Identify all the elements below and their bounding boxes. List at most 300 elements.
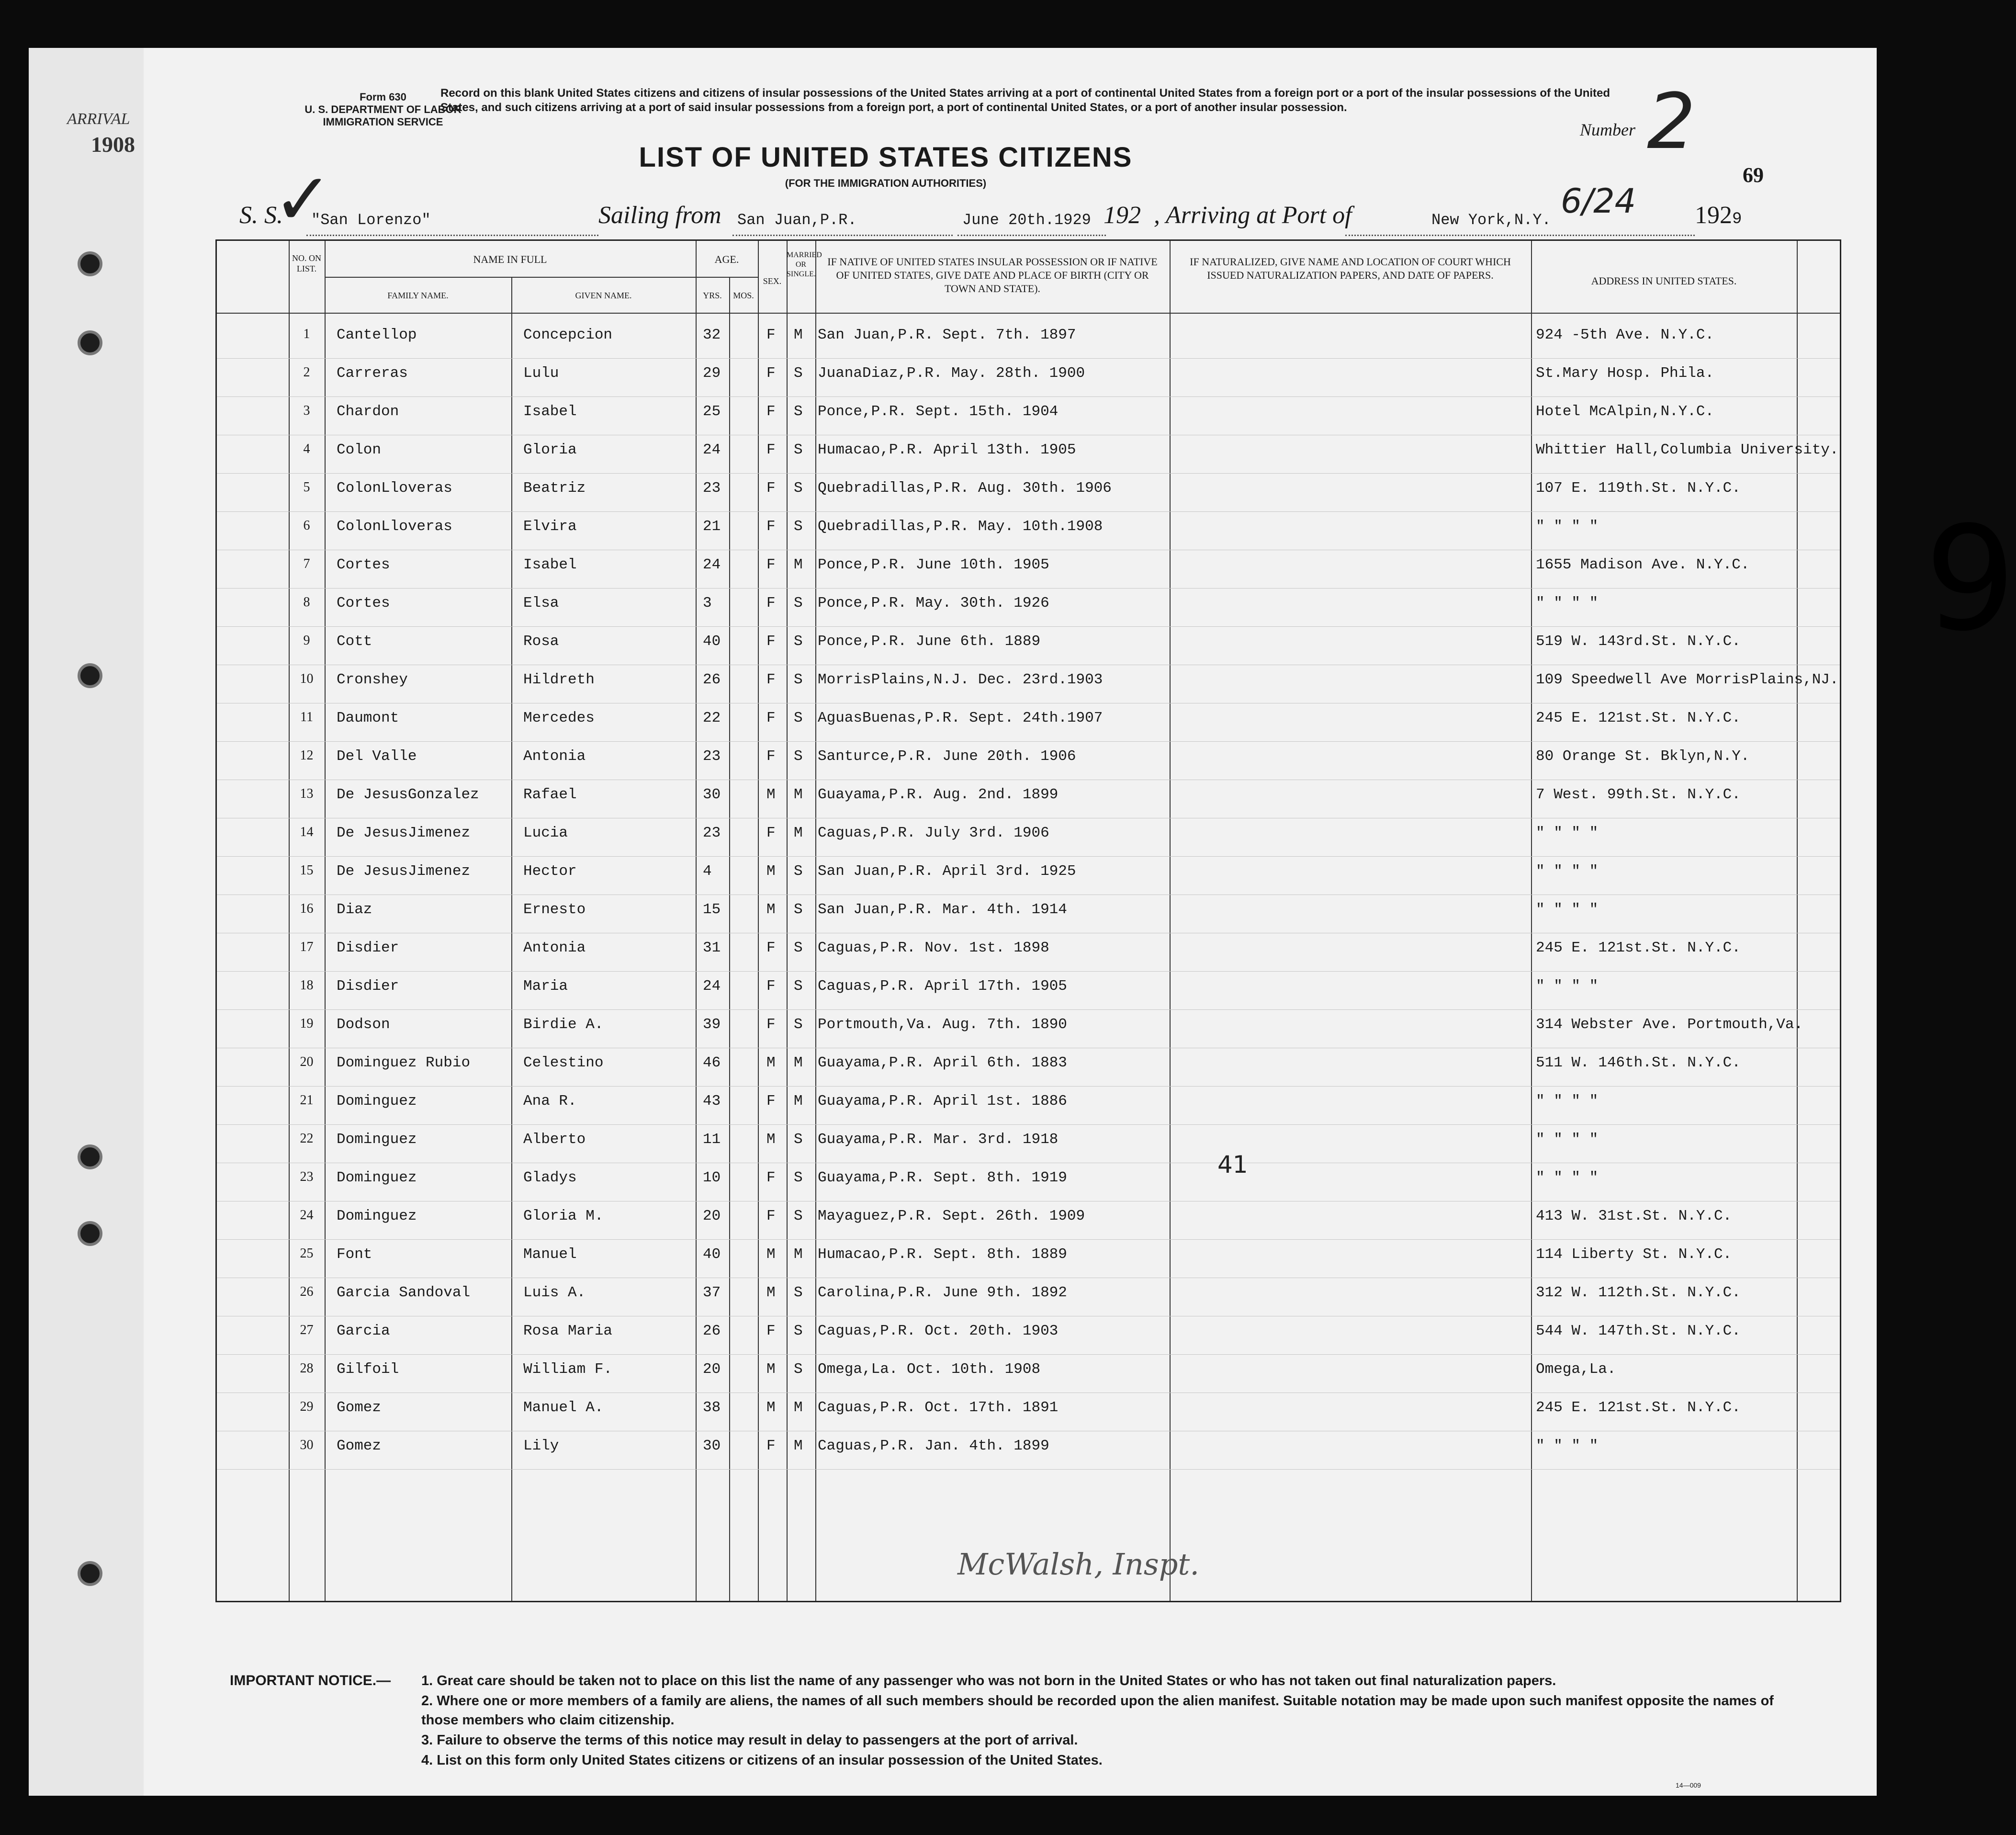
sex: M xyxy=(766,1284,776,1301)
address: 245 E. 121st.St. N.Y.C. xyxy=(1536,940,1741,956)
birth-place-date: MorrisPlains,N.J. Dec. 23rd.1903 xyxy=(818,671,1103,688)
given-name: Gladys xyxy=(523,1169,577,1186)
marital-status: S xyxy=(794,1016,803,1033)
marital-status: S xyxy=(794,671,803,688)
age-years: 24 xyxy=(703,442,721,458)
table-row xyxy=(217,320,1840,359)
header-age-yrs: YRS. xyxy=(703,291,722,300)
address: " " " " xyxy=(1536,595,1599,612)
given-name: Alberto xyxy=(523,1131,586,1148)
row-number: 16 xyxy=(300,901,314,916)
arrival-year-printed: 192 xyxy=(1695,202,1732,229)
age-years: 23 xyxy=(703,748,721,765)
sex: M xyxy=(766,786,776,803)
birth-place-date: Carolina,P.R. June 9th. 1892 xyxy=(818,1284,1067,1301)
header-age-mos: MOS. xyxy=(733,291,754,300)
binder-hole xyxy=(78,251,102,276)
table-row xyxy=(217,1354,1840,1393)
family-name: Disdier xyxy=(337,940,399,956)
row-number: 28 xyxy=(300,1361,314,1376)
address: " " " " xyxy=(1536,978,1599,995)
margin-note: 41 xyxy=(1217,1151,1248,1178)
sex: M xyxy=(766,1246,776,1263)
header-sex: SEX. xyxy=(763,276,782,286)
table-row xyxy=(217,1086,1840,1125)
age-years: 46 xyxy=(703,1054,721,1071)
check-mark-handwritten: ✓ xyxy=(273,158,333,241)
marital-status: S xyxy=(794,633,803,650)
given-name: Rosa xyxy=(523,633,559,650)
family-name: De JesusGonzalez xyxy=(337,786,479,803)
given-name: Manuel A. xyxy=(523,1399,604,1416)
notice-list xyxy=(421,1671,1786,1771)
sex: F xyxy=(766,1016,776,1033)
row-number: 11 xyxy=(300,710,313,725)
row-number: 6 xyxy=(303,518,310,533)
birth-place-date: Mayaguez,P.R. Sept. 26th. 1909 xyxy=(818,1208,1085,1224)
family-name: Del Valle xyxy=(337,748,417,765)
table-row xyxy=(217,1431,1840,1470)
manifest-page xyxy=(144,48,2016,1796)
table-row xyxy=(217,741,1840,780)
address: 107 E. 119th.St. N.Y.C. xyxy=(1536,480,1741,497)
family-name: Cantellop xyxy=(337,327,417,343)
address: 519 W. 143rd.St. N.Y.C. xyxy=(1536,633,1741,650)
birth-place-date: Santurce,P.R. June 20th. 1906 xyxy=(818,748,1076,765)
age-years: 32 xyxy=(703,327,721,343)
age-years: 20 xyxy=(703,1208,721,1224)
page-subtitle: (FOR THE IMMIGRATION AUTHORITIES) xyxy=(785,177,987,189)
given-name: Ernesto xyxy=(523,901,586,918)
age-years: 20 xyxy=(703,1361,721,1378)
side-mark-handwritten: 9 xyxy=(1925,496,2016,663)
address: 924 -5th Ave. N.Y.C. xyxy=(1536,327,1714,343)
table-row xyxy=(217,818,1840,857)
header-no-on-list: NO. ON LIST. xyxy=(292,253,321,273)
stub-number: 1908 xyxy=(91,132,135,157)
row-number: 22 xyxy=(300,1131,314,1146)
family-name: Dominguez xyxy=(337,1208,417,1224)
birth-place-date: Quebradillas,P.R. Aug. 30th. 1906 xyxy=(818,480,1112,497)
age-years: 39 xyxy=(703,1016,721,1033)
given-name: Rosa Maria xyxy=(523,1323,613,1339)
marital-status: S xyxy=(794,901,803,918)
address: 109 Speedwell Ave MorrisPlains,NJ. xyxy=(1536,671,1839,688)
address: 80 Orange St. Bklyn,N.Y. xyxy=(1536,748,1750,765)
given-name: Antonia xyxy=(523,748,586,765)
birth-place-date: San Juan,P.R. Mar. 4th. 1914 xyxy=(818,901,1067,918)
sex: F xyxy=(766,327,776,343)
table-row xyxy=(217,511,1840,550)
sex: F xyxy=(766,710,776,726)
row-number: 17 xyxy=(300,940,314,954)
record-instructions: Record on this blank United States citizens and citizens of insular possessions of the United States arriving at a port of continental United States from a foreign port or a port of the insular possessions of the United States, and such citizens arriving at a port of said insular possessions from a foreign port, a port of continental United States, or a port of another insular possession. xyxy=(440,87,1611,114)
family-name: Cortes xyxy=(337,556,390,573)
table-row xyxy=(217,780,1840,818)
row-number: 3 xyxy=(303,403,310,418)
given-name: Lulu xyxy=(523,365,559,382)
given-name: Isabel xyxy=(523,556,577,573)
family-name: Chardon xyxy=(337,403,399,420)
family-name: Cortes xyxy=(337,595,390,612)
address: St.Mary Hosp. Phila. xyxy=(1536,365,1714,382)
sailing-date-field: June 20th.1929 xyxy=(957,206,1106,236)
family-name: Gilfoil xyxy=(337,1361,399,1378)
marital-status: S xyxy=(794,1208,803,1224)
address: 544 W. 147th.St. N.Y.C. xyxy=(1536,1323,1741,1339)
given-name: William F. xyxy=(523,1361,613,1378)
marital-status: M xyxy=(794,1399,803,1416)
given-name: Mercedes xyxy=(523,710,595,726)
sex: M xyxy=(766,901,776,918)
family-name: Dominguez xyxy=(337,1131,417,1148)
sex: F xyxy=(766,518,776,535)
marital-status: M xyxy=(794,1438,803,1454)
table-row xyxy=(217,895,1840,933)
sex: F xyxy=(766,365,776,382)
birth-place-date: Caguas,P.R. Nov. 1st. 1898 xyxy=(818,940,1049,956)
given-name: Rafael xyxy=(523,786,577,803)
marital-status: S xyxy=(794,940,803,956)
age-years: 25 xyxy=(703,403,721,420)
birth-place-date: Humacao,P.R. April 13th. 1905 xyxy=(818,442,1076,458)
address: 245 E. 121st.St. N.Y.C. xyxy=(1536,710,1741,726)
form-code: 14—009 xyxy=(1676,1781,1701,1789)
notice-item: 4. List on this form only United States citizens or citizens of an insular possession of the United States. xyxy=(421,1753,1103,1768)
address: 7 West. 99th.St. N.Y.C. xyxy=(1536,786,1741,803)
table-row xyxy=(217,435,1840,474)
address: " " " " xyxy=(1536,863,1599,880)
family-name: Garcia Sandoval xyxy=(337,1284,471,1301)
form-service: IMMIGRATION SERVICE xyxy=(323,116,443,128)
table-row xyxy=(217,971,1840,1010)
family-name: Gomez xyxy=(337,1438,382,1454)
sex: F xyxy=(766,1169,776,1186)
age-years: 24 xyxy=(703,556,721,573)
header-name-in-full: NAME IN FULL xyxy=(473,253,547,265)
age-years: 26 xyxy=(703,671,721,688)
sex: F xyxy=(766,825,776,841)
birth-place-date: Guayama,P.R. April 1st. 1886 xyxy=(818,1093,1067,1110)
inspector-signature: McWalsh, Inspt. xyxy=(957,1547,1200,1582)
binder-hole xyxy=(78,1144,102,1169)
birth-place-date: San Juan,P.R. April 3rd. 1925 xyxy=(818,863,1076,880)
marital-status: S xyxy=(794,595,803,612)
given-name: Hildreth xyxy=(523,671,595,688)
address: 1655 Madison Ave. N.Y.C. xyxy=(1536,556,1750,573)
row-number: 26 xyxy=(300,1284,314,1299)
table-row xyxy=(217,856,1840,895)
family-name: Daumont xyxy=(337,710,399,726)
family-name: Cronshey xyxy=(337,671,408,688)
family-name: Dominguez Rubio xyxy=(337,1054,471,1071)
sex: F xyxy=(766,480,776,497)
binder-hole xyxy=(78,330,102,355)
birth-place-date: Guayama,P.R. Aug. 2nd. 1899 xyxy=(818,786,1059,803)
marital-status: M xyxy=(794,327,803,343)
sex: F xyxy=(766,1208,776,1224)
family-name: Garcia xyxy=(337,1323,390,1339)
family-name: De JesusJimenez xyxy=(337,825,471,841)
given-name: Isabel xyxy=(523,403,577,420)
form-department: U. S. DEPARTMENT OF LABOR xyxy=(304,103,462,115)
arrival-year xyxy=(1695,201,1742,239)
age-years: 24 xyxy=(703,978,721,995)
given-name: Gloria xyxy=(523,442,577,458)
marital-status: S xyxy=(794,863,803,880)
address: Whittier Hall,Columbia University. xyxy=(1536,442,1839,458)
arriving-at-label: , Arriving at Port of xyxy=(1154,202,1352,229)
row-number: 15 xyxy=(300,863,314,878)
sex: F xyxy=(766,595,776,612)
age-years: 40 xyxy=(703,1246,721,1263)
address: " " " " xyxy=(1536,825,1599,841)
sex: F xyxy=(766,442,776,458)
table-row xyxy=(217,933,1840,972)
marital-status: S xyxy=(794,403,803,420)
family-name: Disdier xyxy=(337,978,399,995)
family-name: Font xyxy=(337,1246,372,1263)
row-number: 19 xyxy=(300,1016,314,1031)
table-row xyxy=(217,665,1840,703)
marital-status: M xyxy=(794,1054,803,1071)
header-native-birth: IF NATIVE OF UNITED STATES INSULAR POSSESSION OR IF NATIVE OF UNITED STATES, GIVE DATE AND PLACE OF BIRTH (CITY OR TOWN AND STATE). xyxy=(827,256,1158,295)
table-row xyxy=(217,396,1840,435)
sex: M xyxy=(766,1054,776,1071)
family-name: ColonLloveras xyxy=(337,518,452,535)
given-name: Birdie A. xyxy=(523,1016,604,1033)
sex: F xyxy=(766,403,776,420)
table-row xyxy=(217,1316,1840,1355)
given-name: Concepcion xyxy=(523,327,613,343)
header-address: ADDRESS IN UNITED STATES. xyxy=(1591,275,1737,287)
table-row xyxy=(217,626,1840,665)
age-years: 29 xyxy=(703,365,721,382)
given-name: Gloria M. xyxy=(523,1208,604,1224)
binder-hole xyxy=(78,663,102,688)
given-name: Antonia xyxy=(523,940,586,956)
row-number: 1 xyxy=(303,327,310,341)
family-name: Diaz xyxy=(337,901,372,918)
birth-place-date: Guayama,P.R. Mar. 3rd. 1918 xyxy=(818,1131,1059,1148)
sex: M xyxy=(766,1361,776,1378)
row-number: 13 xyxy=(300,786,314,801)
age-years: 30 xyxy=(703,1438,721,1454)
family-name: ColonLloveras xyxy=(337,480,452,497)
sex: F xyxy=(766,556,776,573)
birth-place-date: Caguas,P.R. Oct. 17th. 1891 xyxy=(818,1399,1059,1416)
family-name: De JesusJimenez xyxy=(337,863,471,880)
passenger-table xyxy=(215,239,1841,1602)
given-name: Elsa xyxy=(523,595,559,612)
address: 314 Webster Ave. Portmouth,Va. xyxy=(1536,1016,1803,1033)
given-name: Manuel xyxy=(523,1246,577,1263)
row-number: 9 xyxy=(303,633,310,648)
birth-place-date: Caguas,P.R. April 17th. 1905 xyxy=(818,978,1067,995)
given-name: Ana R. xyxy=(523,1093,577,1110)
notice-item: 1. Great care should be taken not to place on this list the name of any passenger who was not born in the United States or who has not taken out final naturalization papers. xyxy=(421,1673,1556,1688)
sex: M xyxy=(766,1399,776,1416)
row-number: 23 xyxy=(300,1169,314,1184)
birth-place-date: Ponce,P.R. Sept. 15th. 1904 xyxy=(818,403,1059,420)
age-years: 23 xyxy=(703,825,721,841)
page-title: LIST OF UNITED STATES CITIZENS xyxy=(639,142,1133,173)
marital-status: M xyxy=(794,1246,803,1263)
header-married-single: MARRIED OR SINGLE. xyxy=(787,251,822,278)
ss-label: S. S. xyxy=(239,202,283,229)
printed-year: 192 xyxy=(1104,202,1141,229)
address: " " " " xyxy=(1536,901,1599,918)
marital-status: S xyxy=(794,365,803,382)
row-number: 20 xyxy=(300,1054,314,1069)
sheet-number: 69 xyxy=(1743,163,1764,187)
table-row xyxy=(217,550,1840,589)
marital-status: S xyxy=(794,1361,803,1378)
given-name: Lily xyxy=(523,1438,559,1454)
number-handwritten: 2 xyxy=(1647,77,1696,166)
form-number: Form 630 xyxy=(360,91,406,103)
arrival-date-handwritten: 6/24 xyxy=(1561,181,1636,221)
row-number: 8 xyxy=(303,595,310,610)
address: 312 W. 112th.St. N.Y.C. xyxy=(1536,1284,1741,1301)
row-number: 21 xyxy=(300,1093,314,1108)
table-row xyxy=(217,1201,1840,1240)
marital-status: M xyxy=(794,1093,803,1110)
notice-heading: IMPORTANT NOTICE.— xyxy=(230,1673,391,1688)
marital-status: S xyxy=(794,1169,803,1186)
family-name: Cott xyxy=(337,633,372,650)
marital-status: S xyxy=(794,480,803,497)
age-years: 40 xyxy=(703,633,721,650)
stub-arrival-label: ARRIVAL xyxy=(67,110,130,128)
number-label: Number xyxy=(1580,120,1635,139)
birth-place-date: JuanaDiaz,P.R. May. 28th. 1900 xyxy=(818,365,1085,382)
header-given-name: GIVEN NAME. xyxy=(575,291,632,300)
given-name: Elvira xyxy=(523,518,577,535)
row-number: 4 xyxy=(303,442,310,456)
sex: F xyxy=(766,748,776,765)
sex: F xyxy=(766,940,776,956)
header-family-name: FAMILY NAME. xyxy=(387,291,449,300)
sailing-from-label: Sailing from xyxy=(598,202,721,229)
sex: F xyxy=(766,1323,776,1339)
binder-hole xyxy=(78,1221,102,1246)
row-number: 27 xyxy=(300,1323,314,1337)
header-age: AGE. xyxy=(714,253,739,265)
sex: F xyxy=(766,633,776,650)
table-row xyxy=(217,1393,1840,1431)
header-naturalized: IF NATURALIZED, GIVE NAME AND LOCATION OF COURT WHICH ISSUED NATURALIZATION PAPERS, AND DATE OF PAPERS. xyxy=(1190,256,1511,281)
address: Omega,La. xyxy=(1536,1361,1616,1378)
table-row xyxy=(217,1009,1840,1048)
row-number: 30 xyxy=(300,1438,314,1452)
marital-status: S xyxy=(794,442,803,458)
family-name: Dominguez xyxy=(337,1093,417,1110)
row-number: 25 xyxy=(300,1246,314,1261)
age-years: 37 xyxy=(703,1284,721,1301)
table-row xyxy=(217,1163,1840,1201)
marital-status: S xyxy=(794,710,803,726)
birth-place-date: Ponce,P.R. June 6th. 1889 xyxy=(818,633,1041,650)
family-name: Carreras xyxy=(337,365,408,382)
given-name: Luis A. xyxy=(523,1284,586,1301)
age-years: 43 xyxy=(703,1093,721,1110)
row-number: 5 xyxy=(303,480,310,495)
table-row xyxy=(217,358,1840,397)
age-years: 22 xyxy=(703,710,721,726)
sailing-from-field: San Juan,P.R. xyxy=(732,206,953,236)
marital-status: S xyxy=(794,1323,803,1339)
marital-status: S xyxy=(794,1131,803,1148)
birth-place-date: Humacao,P.R. Sept. 8th. 1889 xyxy=(818,1246,1067,1263)
row-number: 18 xyxy=(300,978,314,993)
family-name: Dominguez xyxy=(337,1169,417,1186)
arrival-port: New York,N.Y. xyxy=(1431,211,1551,229)
given-name: Beatriz xyxy=(523,480,586,497)
table-row xyxy=(217,1278,1840,1316)
address: 511 W. 146th.St. N.Y.C. xyxy=(1536,1054,1741,1071)
binder-hole xyxy=(78,1561,102,1586)
birth-place-date: Guayama,P.R. Sept. 8th. 1919 xyxy=(818,1169,1067,1186)
age-years: 10 xyxy=(703,1169,721,1186)
age-years: 26 xyxy=(703,1323,721,1339)
row-number: 10 xyxy=(300,671,314,686)
age-years: 23 xyxy=(703,480,721,497)
sex: M xyxy=(766,863,776,880)
sex: F xyxy=(766,1438,776,1454)
age-years: 21 xyxy=(703,518,721,535)
address: 245 E. 121st.St. N.Y.C. xyxy=(1536,1399,1741,1416)
marital-status: S xyxy=(794,978,803,995)
sex: F xyxy=(766,978,776,995)
address: " " " " xyxy=(1536,1438,1599,1454)
age-years: 38 xyxy=(703,1399,721,1416)
row-number: 12 xyxy=(300,748,314,763)
birth-place-date: Caguas,P.R. Oct. 20th. 1903 xyxy=(818,1323,1059,1339)
marital-status: S xyxy=(794,1284,803,1301)
row-number: 2 xyxy=(303,365,310,380)
birth-place-date: Caguas,P.R. July 3rd. 1906 xyxy=(818,825,1049,841)
row-number: 29 xyxy=(300,1399,314,1414)
table-row xyxy=(217,1124,1840,1163)
row-number: 14 xyxy=(300,825,314,839)
age-years: 3 xyxy=(703,595,712,612)
arrival-port-field xyxy=(1345,181,1695,236)
age-years: 11 xyxy=(703,1131,721,1148)
ship-name-field: "San Lorenzo" xyxy=(306,206,598,236)
birth-place-date: AguasBuenas,P.R. Sept. 24th.1907 xyxy=(818,710,1103,726)
family-name: Colon xyxy=(337,442,382,458)
address: 114 Liberty St. N.Y.C. xyxy=(1536,1246,1732,1263)
notice-item: 3. Failure to observe the terms of this notice may result in delay to passengers at the port of arrival. xyxy=(421,1733,1078,1748)
sex: F xyxy=(766,1093,776,1110)
marital-status: M xyxy=(794,556,803,573)
birth-place-date: Omega,La. Oct. 10th. 1908 xyxy=(818,1361,1041,1378)
marital-status: S xyxy=(794,518,803,535)
address: " " " " xyxy=(1536,1093,1599,1110)
sex: F xyxy=(766,671,776,688)
address: 413 W. 31st.St. N.Y.C. xyxy=(1536,1208,1732,1224)
table-row xyxy=(217,1239,1840,1278)
family-name: Dodson xyxy=(337,1016,390,1033)
age-years: 31 xyxy=(703,940,721,956)
given-name: Lucia xyxy=(523,825,568,841)
row-number: 24 xyxy=(300,1208,314,1223)
birth-place-date: Portmouth,Va. Aug. 7th. 1890 xyxy=(818,1016,1067,1033)
birth-place-date: San Juan,P.R. Sept. 7th. 1897 xyxy=(818,327,1076,343)
birth-place-date: Caguas,P.R. Jan. 4th. 1899 xyxy=(818,1438,1049,1454)
table-row xyxy=(217,473,1840,512)
